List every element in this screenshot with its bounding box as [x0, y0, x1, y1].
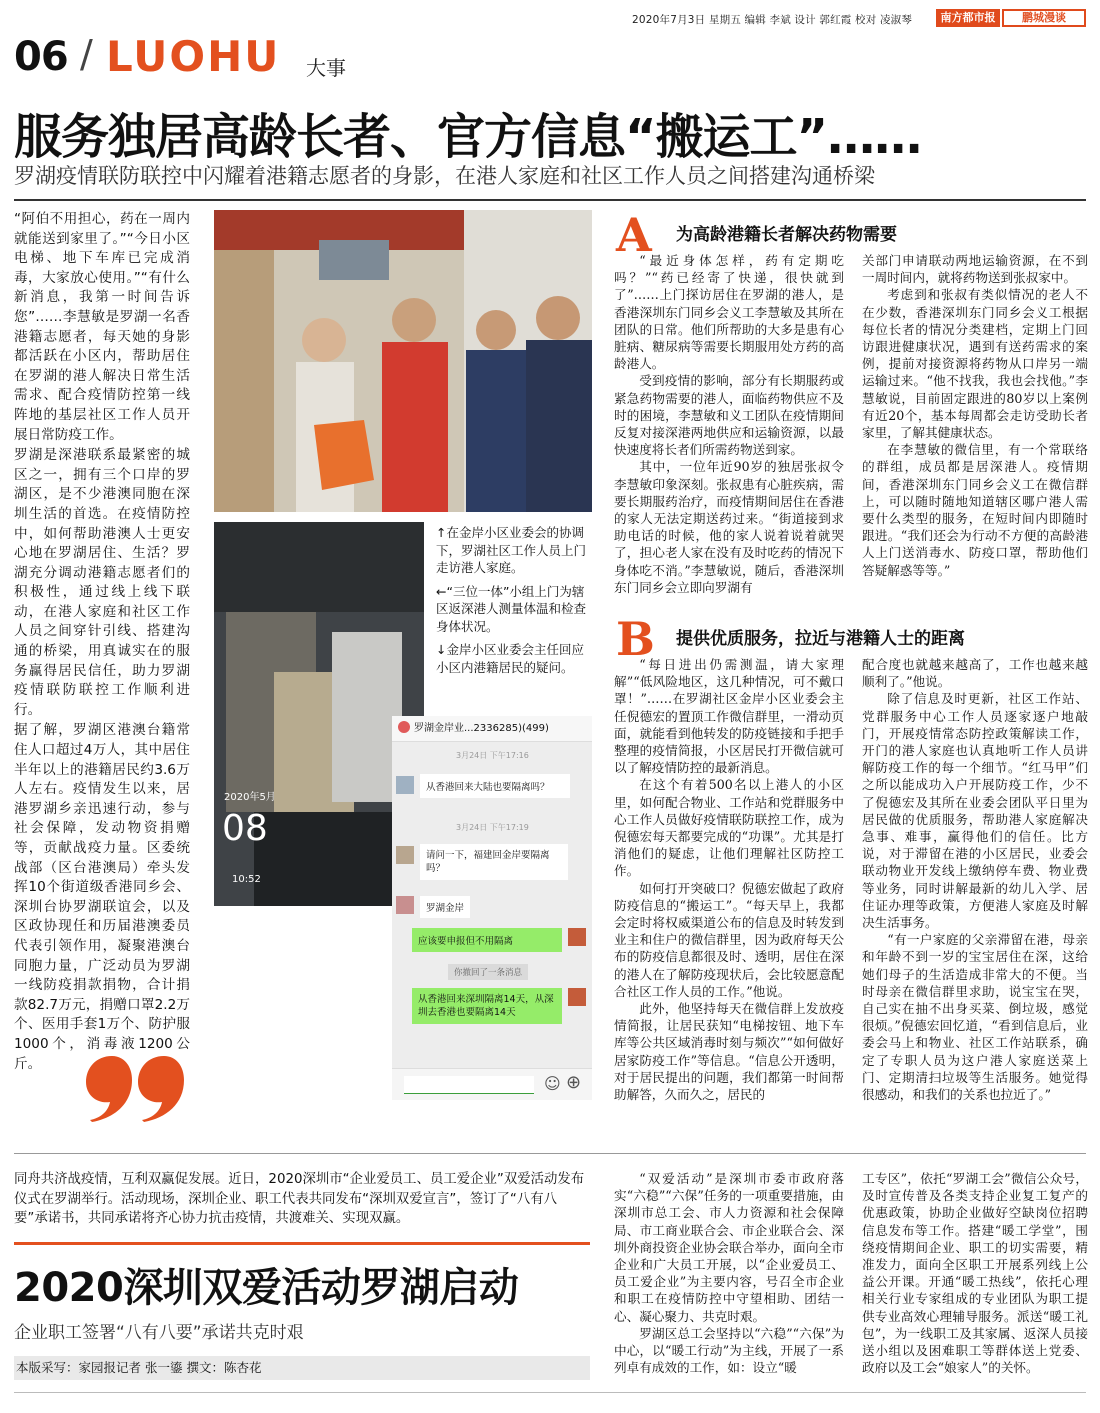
chat-screenshot — [392, 716, 592, 1100]
chat-reply: 从香港回来深圳隔离14天，从深圳去香港也要隔离14天 — [412, 988, 562, 1024]
timestamp-day: 08 — [222, 808, 268, 849]
paragraph: 关部门申请联动两地运输资源，在不到一周时间内，就将药物送到张叔家中。 — [862, 253, 1088, 286]
photo-volunteers-visit — [214, 210, 592, 512]
paragraph: 此外，他坚持每天在微信群上发放疫情简报，让居民获知“电梯按钮、地下车库等公共区域消毒时刻与频次”“如何做好居家防疫工作”等信息。“信息公开透明，对于居民提出的问题，我们都第一时间帮助解答，久而久之，居民的 — [614, 1001, 844, 1103]
main-subhead: 罗湖疫情联防联控中闪耀着港籍志愿者的身影，在港人家庭和社区工作人员之间搭建沟通桥梁 — [14, 164, 875, 188]
section-a-column-2 — [862, 252, 1088, 579]
left-paragraph: 罗湖是深港联系最紧密的城区之一，拥有三个口岸的罗湖区，是不少港澳同胞在深圳生活的首选。在疫情防控中，如何帮助港澳人士更安心地在罗湖居住、生活？罗湖充分调动港籍志愿者们的积极性，通过线上线下联动，在港人家庭和社区工作人员之间穿针引线、搭建沟通的桥梁，用真诚实在的服务赢得居民信任，助力罗湖疫情联防联控工作顺利进行。 — [14, 447, 190, 718]
chat-input — [404, 1076, 534, 1094]
section-b-column-2 — [862, 656, 1088, 1103]
district-title: LUOHU — [106, 32, 281, 81]
timestamp-date: 2020年5月 — [224, 792, 276, 803]
avatar — [396, 776, 414, 794]
avatar — [396, 896, 414, 914]
second-story-subtitle: 企业职工签署“八有八要”承诺共克时艰 — [14, 1323, 304, 1343]
second-story-title: 2020深圳双爱活动罗湖启动 — [14, 1265, 519, 1311]
chat-reply: 应该要申报但不用隔离 — [412, 928, 562, 952]
chat-time: 3月24日 下午17:19 — [456, 823, 529, 832]
paragraph: 在这个有着500名以上港人的小区里，如何配合物业、工作站和党群服务中心工作人员做好疫情联防联控工作，成为倪德宏每天都要完成的“功课”。尤其是打消他们的疑虑，让他们理解社区防控工作。 — [614, 777, 844, 879]
main-headline: 服务独居高龄长者、官方信息“搬运工”…… — [14, 109, 922, 165]
caption: ←“三位一体”小组上门为辖区返深港人测量体温和检查身体状况。 — [436, 583, 587, 634]
section-a-title: 为高龄港籍长者解决药物需要 — [676, 225, 897, 245]
chat-sender-name: 罗湖金岸 — [420, 896, 470, 918]
caption: ↑在金岸小区业委会的协调下，罗湖社区工作人员上门走访港人家庭。 — [436, 525, 587, 575]
paragraph: 如何打开突破口？倪德宏做起了政府防疫信息的“搬运工”。“每天早上，我都会定时将权威渠道公布的信息及时转发到业主和住户的微信群里，因为政府每天公布的防疫信息都很及时、透明，居住在深的港人在了解防疫现状后，会比较愿意配合社区工作人员的工作。”他说。 — [614, 880, 844, 999]
page-number: 06 — [14, 34, 68, 80]
section-b-column-1 — [614, 656, 844, 1103]
section-a-letter: A — [616, 208, 652, 262]
top-divider — [14, 199, 1086, 201]
plus-icon: ⊕ — [566, 1072, 582, 1093]
paragraph: 工专区”，依托“罗湖工会”微信公众号，及时宣传普及各类支持企业复工复产的优惠政策，协助企业做好空缺岗位招聘信息发布等工作。搭建“暖工学堂”，围绕疫情期间企业、职工的切实需要，精准发力，面向全区职工开展系列线上公益公开课。开通“暖工热线”，依托心理相关行业专家组成的专业团队为职工提供专业高效心理辅导服务。派送“暖工礼包”，为一线职工及其家属、返深人员接送小组以及困难职工等群体送上党委、政府以及工会“娘家人”的关怀。 — [862, 1171, 1088, 1376]
section-b-title: 提供优质服务，拉近与港籍人士的距离 — [676, 629, 965, 649]
masthead — [0, 0, 1100, 34]
avatar — [568, 988, 586, 1006]
left-column — [14, 210, 190, 1075]
paragraph: “双爱活动”是深圳市委市政府落实“六稳”“六保”任务的一项重要措施，由深圳市总工会、市人力资源和社会保障局、市工商业联合会、市企业联合会、深圳外商投资企业协会联合举办，面向全市企业和广大员工开展，以“企业爱员工、员工爱企业”为主要内容，号召全市企业和职工在疫情防控中守望相助、团结一心、凝心聚力、共克时艰。 — [614, 1171, 844, 1324]
paragraph: 考虑到和张叔有类似情况的老人不在少数，香港深圳东门同乡会义工根据每位长者的情况分类建档，定期上门回访跟进健康状况，遇到有送药需求的案例，提前对接资源将药物从口岸另一端运输过来。“他不找我，我也会找他。”李慧敏说，目前固定跟进的80岁以上案例有近20个，基本每周都会走访受助长者家里，了解其健康状态。 — [862, 287, 1088, 441]
page-slash: / — [80, 32, 93, 76]
accent-bar — [14, 1242, 590, 1245]
paragraph: 配合度也就越来越高了，工作也越来越顺利了。”他说。 — [862, 657, 1088, 690]
chat-message: 从香港回来大陆也要隔离吗？ — [420, 774, 570, 798]
paragraph: “有一户家庭的父亲滞留在港，母亲和年龄不到一岁的宝宝居住在深，这给她们母子的生活造成非常大的不便。当时母亲在微信群里求助，说宝宝在哭，自己实在抽不出身买菜、倒垃圾，感觉很烦。”倪德宏回忆道，“看到信息后，业委会马上和物业、社区工作站联系，确定了专职人员为这户港人家庭送菜上门、定期清扫垃圾等生活服务。她觉得很感动，和我们的关系也拉近了。” — [862, 932, 1088, 1103]
left-paragraph: “阿伯不用担心，药在一周内就能送到家里了。”“今日小区电梯、地下车库已完成消毒，大家放心使用。”“有什么新消息，我第一时间告诉您”……李慧敏是罗湖一名香港籍志愿者，每天她的身影都活跃在小区内，帮助居住在罗湖的港人解决日常生活需求、配合疫情防控第一线阵地的基层社区工作人员开展日常防疫工作。 — [14, 211, 190, 443]
caption: ↓金岸小区业委会主任回应小区内港籍居民的疑问。 — [436, 642, 584, 675]
paragraph: 其中，一位年近90岁的独居张叔令李慧敏印象深刻。张叔患有心脏疾病，需要长期服药治疗，而疫情期间居住在香港的家人无法定期送药过来。“街道接到求助电话的时候，他的家人说着说着就哭了，担心老人家在没有及时吃药的情况下身体吃不消。”李慧敏说，随后，香港深圳东门同乡会立即向罗湖有 — [614, 459, 844, 595]
story-divider — [14, 1153, 1086, 1154]
column-logo: 鹏城漫谈 — [1002, 9, 1086, 27]
chat-recall-notice: 你撤回了一条消息 — [448, 964, 528, 980]
chat-title: 罗湖金岸业...2336285)(499) — [392, 716, 592, 742]
section-b-letter: B — [616, 612, 655, 666]
paragraph: 在李慧敏的微信里，有一个常联络的群组，成员都是居深港人。疫情期间，香港深圳东门同乡会义工在微信群上，可以随时随地知道辖区哪户港人需要什么类型的服务，在短时间内即随时跟进。“我们还会为行动不方便的高龄港人上门送消毒水、防疫口罩，帮助他们答疑解惑等等。” — [862, 442, 1088, 578]
chat-time: 3月24日 下午17:16 — [456, 751, 529, 760]
edition-meta: 2020年7月3日 星期五 编辑 李斌 设计 郭红霞 校对 凌淑琴 — [632, 14, 913, 26]
avatar — [396, 846, 414, 864]
bottom-divider — [14, 1392, 1086, 1393]
emoji-icon: ☺ — [544, 1074, 561, 1093]
section-label: 大事 — [306, 56, 346, 80]
paragraph: 受到疫情的影响，部分有长期服药或紧急药物需要的港人，面临药物供应不及时的困境，李慧敏和义工团队在疫情期间反复对接深港两地供应和运输资源，以最快速度将长者们所需药物送到家。 — [614, 373, 844, 458]
byline-credit: 本版采写：家园报记者 张一鎏 撰文：陈杏花 — [14, 1356, 590, 1380]
second-story-lede: 同舟共济战疫情，互利双赢促发展。近日，2020深圳市“企业爱员工、员工爱企业”双爱活动发布仪式在罗湖举行。活动现场，深圳企业、职工代表共同发布“深圳双爱宣言”，签订了“八有八要”承诺书，共同承诺将齐心协力抗击疫情，共渡难关、实现双赢。 — [14, 1172, 585, 1226]
paragraph: 罗湖区总工会坚持以“六稳”“六保”为中心，以“暖工行动”为主线，开展了一系列卓有成效的工作，如：设立“暖 — [614, 1325, 844, 1376]
section-a-column-1 — [614, 252, 844, 596]
second-story-column-2 — [862, 1170, 1088, 1376]
newspaper-logo: 南方都市报 — [936, 9, 1000, 27]
avatar — [568, 928, 586, 946]
paragraph: 除了信息及时更新，社区工作站、党群服务中心工作人员逐家逐户地敲门，开展疫情常态防控政策解读工作，开门的港人家庭也认真地听工作人员讲解防疫工作的每一个细节。“红马甲”们之所以能成功入户开展防疫工作，少不了倪德宏及其所在业委会团队平日里为居民做的优质服务，帮助港人家庭解决急事、难事，赢得他们的信任。比方说，对于滞留在港的小区居民，业委会联动物业开发线上缴纳停车费、物业费等业务，同时讲解最新的幼儿入学、居住证办理等政策，方便港人家庭及时解决生活事务。 — [862, 691, 1088, 931]
photo-captions — [436, 524, 588, 682]
left-paragraph: 据了解，罗湖区港澳台籍常住人口超过4万人，其中居住半年以上的港籍居民约3.6万人左右。疫情发生以来，居港罗湖乡亲迅速行动，参与社会保障，发动物资捐赠等，贡献战疫力量。区委统战部（区台港澳局）牵头发挥10个街道级香港同乡会、深圳台协罗湖联谊会，以及区政协现任和历届港澳委员代表引领作用，凝聚港澳台同胞力量，广泛动员为罗湖一线防疫捐款捐物，合计捐款82.7万元，捐赠口罩2.2万个、医用手套1万个、防护服1000个，消毒液1200公斤。 — [14, 722, 190, 1072]
paragraph: “每日进出仍需测温，请大家理解”“低风险地区，这几种情况，可不戴口罩！”……在罗湖社区金岸小区业委会主任倪德宏的置顶工作微信群里，一滑动页面，就能看到他转发的防疫链接和手把手整理的疫情简报，小区居民打开微信就可以了解疫情防控的最新消息。 — [614, 657, 844, 776]
chat-message: 请问一下，福建回金岸要隔离吗？ — [420, 844, 568, 880]
timestamp-time: 10:52 — [232, 874, 261, 885]
paragraph: “最近身体怎样，药有定期吃吗？”“药已经寄了快递，很快就到了”……上门探访居住在罗湖的港人，是香港深圳东门同乡会义工李慧敏及其所在团队的日常。他们所帮助的大多是患有心脏病、糖尿病等需要长期服用处方药的高龄港人。 — [614, 253, 844, 372]
quote-mark-icon — [84, 1056, 188, 1122]
group-avatar-icon — [398, 721, 410, 733]
second-story-column-1 — [614, 1170, 844, 1376]
